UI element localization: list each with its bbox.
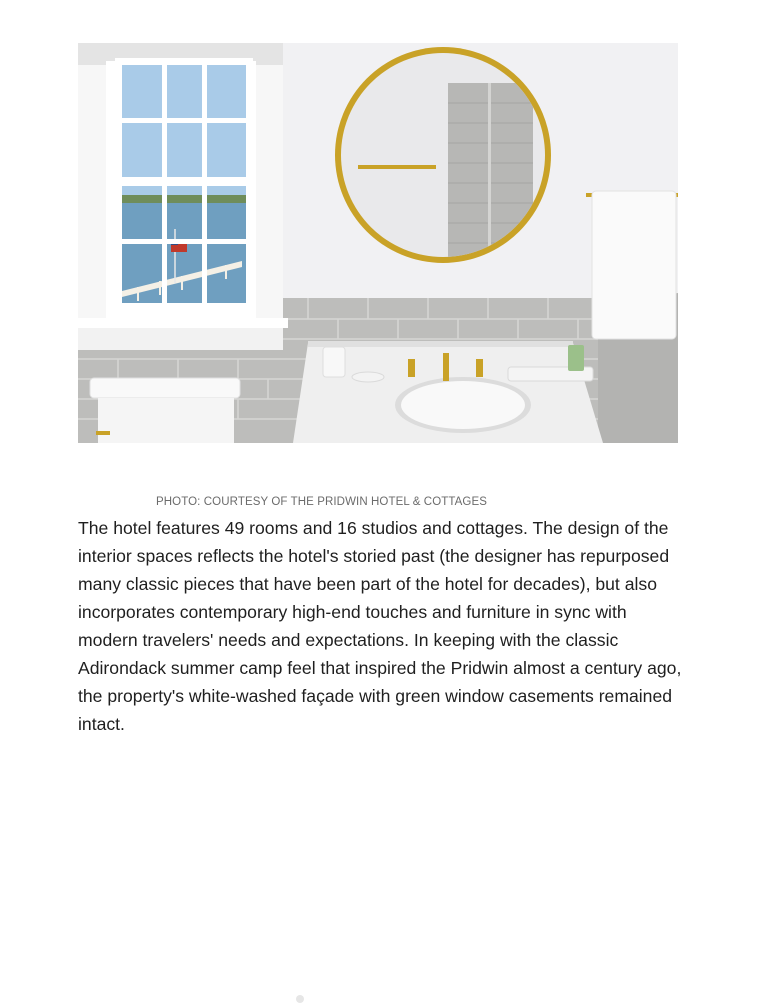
bathroom-photo-illustration xyxy=(78,43,678,443)
towel xyxy=(586,191,678,339)
marble-vanity xyxy=(293,341,603,443)
scroll-indicator xyxy=(296,995,304,1003)
photo-caption: PHOTO: COURTESY OF THE PRIDWIN HOTEL & COTTAGES xyxy=(156,496,488,508)
toilet-tank xyxy=(90,378,240,443)
bathroom-photo xyxy=(78,43,678,508)
article-paragraph: The hotel features 49 rooms and 16 studios and cottages. The design of the interior spaces reflects the hotel's storied past (the designer has repurposed many classic pieces that have been part of the hotel for decades), but also incorporates contemporary high-end touches and furniture in sync with modern travelers' needs and expectations. In keeping with the classic Adirondack summer camp feel that inspired the Pridwin almost a century ago, the property's white-washed façade with green window casements remained intact. xyxy=(78,518,682,734)
window xyxy=(78,43,288,350)
